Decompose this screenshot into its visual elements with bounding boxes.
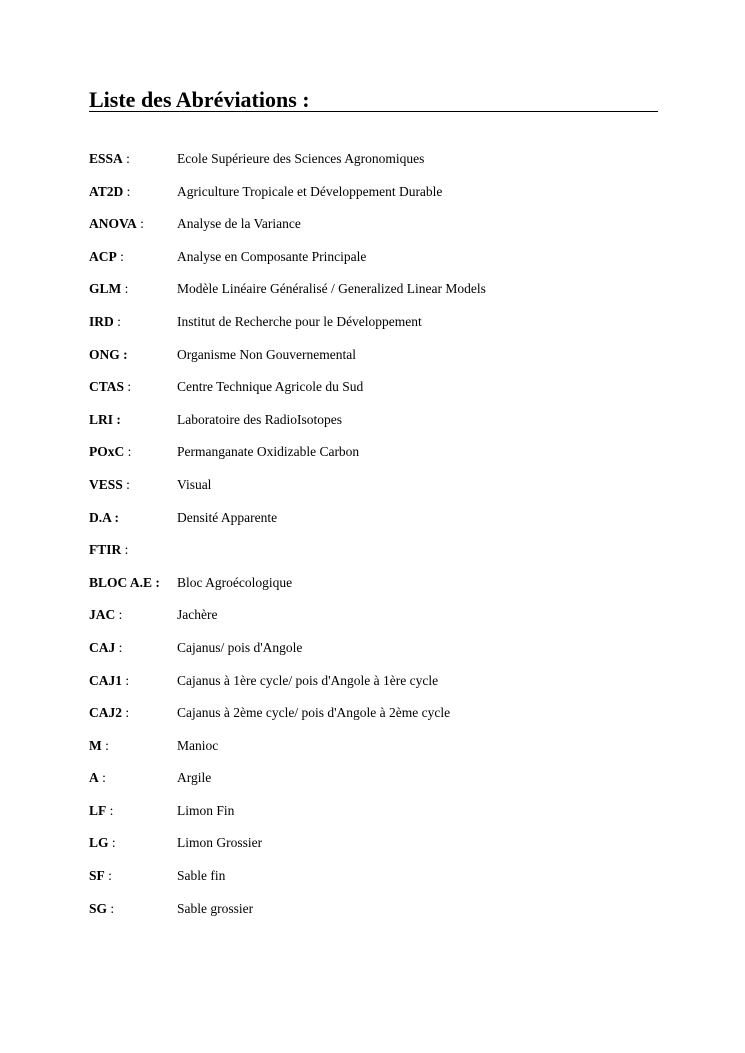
abbreviation-definition: Institut de Recherche pour le Développement: [177, 313, 422, 329]
term-separator: :: [115, 607, 123, 623]
abbreviation-term-cell: [89, 378, 131, 396]
abbreviation-entry: [0, 346, 745, 379]
abbreviation-term-cell: [89, 248, 124, 266]
abbreviation-term-cell: [89, 313, 121, 331]
abbreviation-term: LF: [89, 802, 107, 818]
term-separator: :: [101, 737, 109, 753]
abbreviation-entry: [0, 769, 745, 802]
abbreviation-list: [0, 150, 745, 932]
abbreviation-entry: [0, 215, 745, 248]
abbreviation-term-cell: [89, 672, 129, 690]
abbreviation-term-cell: [89, 639, 122, 657]
abbreviation-definition: Sable grossier: [177, 900, 254, 916]
abbreviation-entry: [0, 183, 745, 216]
abbreviation-entry: [0, 639, 745, 672]
abbreviation-definition: Argile: [177, 770, 212, 786]
abbreviation-entry: [0, 443, 745, 476]
abbreviation-term: BLOC A.E: [89, 574, 153, 590]
abbreviation-term-cell: [89, 183, 130, 201]
term-separator: :: [122, 672, 130, 688]
abbreviation-term-cell: [89, 900, 114, 918]
abbreviation-entry: [0, 867, 745, 900]
abbreviation-definition: Modèle Linéaire Généralisé / Generalized Linear Models: [177, 281, 486, 297]
abbreviation-term: ANOVA: [89, 216, 137, 232]
abbreviation-entry: [0, 411, 745, 444]
abbreviation-term: SG: [89, 900, 108, 916]
term-separator: :: [98, 770, 106, 786]
term-separator: :: [122, 476, 130, 492]
abbreviation-definition: Permanganate Oxidizable Carbon: [177, 444, 360, 460]
abbreviation-term: ONG: [89, 346, 120, 362]
term-separator: :: [113, 313, 121, 329]
abbreviation-term: VESS: [89, 476, 123, 492]
abbreviation-term: AT2D: [89, 183, 124, 199]
title-underline: [89, 111, 658, 112]
abbreviation-entry: [0, 900, 745, 933]
abbreviation-term: ACP: [89, 248, 117, 264]
abbreviation-entry: [0, 606, 745, 639]
term-separator: :: [123, 183, 131, 199]
term-separator: :: [119, 346, 128, 362]
abbreviation-definition: Analyse de la Variance: [177, 216, 301, 232]
abbreviation-term: CAJ2: [89, 705, 122, 721]
abbreviation-term: POxC: [89, 444, 125, 460]
abbreviation-entry: [0, 248, 745, 281]
abbreviation-term: CTAS: [89, 379, 125, 395]
term-separator: :: [115, 639, 123, 655]
abbreviation-entry: [0, 313, 745, 346]
abbreviation-definition: Limon Fin: [177, 802, 235, 818]
abbreviation-term: GLM: [89, 281, 122, 297]
abbreviation-definition: Cajanus à 1ère cycle/ pois d'Angole à 1ère cycle: [177, 672, 439, 688]
abbreviation-term: FTIR: [89, 542, 122, 558]
abbreviation-definition: Jachère: [177, 607, 218, 623]
abbreviation-entry: [0, 476, 745, 509]
abbreviation-term: M: [89, 737, 102, 753]
abbreviation-definition: Densité Apparente: [177, 509, 278, 525]
abbreviation-term-cell: [89, 737, 109, 755]
term-separator: :: [107, 900, 115, 916]
term-separator: :: [104, 868, 112, 884]
abbreviation-definition: Sable fin: [177, 868, 226, 884]
abbreviation-term-cell: [89, 476, 130, 494]
abbreviation-term-cell: [89, 834, 116, 852]
abbreviation-term-cell: [89, 346, 128, 364]
term-separator: :: [136, 216, 144, 232]
abbreviation-entry: [0, 378, 745, 411]
abbreviation-definition: Cajanus à 2ème cycle/ pois d'Angole à 2ème cycle: [177, 705, 451, 721]
term-separator: :: [122, 705, 130, 721]
abbreviation-term-cell: [89, 443, 131, 461]
abbreviation-definition: Cajanus/ pois d'Angole: [177, 639, 303, 655]
abbreviation-entry: [0, 280, 745, 313]
term-separator: :: [152, 574, 160, 590]
abbreviation-term-cell: [89, 411, 121, 429]
term-separator: :: [111, 509, 120, 525]
term-separator: :: [108, 835, 116, 851]
abbreviation-definition: Laboratoire des RadioIsotopes: [177, 411, 342, 427]
abbreviation-definition: Visual: [177, 476, 212, 492]
abbreviation-term: D.A: [89, 509, 112, 525]
term-separator: :: [106, 802, 114, 818]
abbreviation-entry: [0, 802, 745, 835]
term-separator: :: [124, 444, 132, 460]
term-separator: :: [113, 411, 121, 427]
abbreviation-term-cell: [89, 769, 106, 787]
abbreviation-term: CAJ: [89, 639, 116, 655]
abbreviation-term: SF: [89, 868, 105, 884]
abbreviation-term: LG: [89, 835, 109, 851]
abbreviation-entry: [0, 834, 745, 867]
abbreviation-entry: [0, 509, 745, 542]
abbreviation-definition: Organisme Non Gouvernemental: [177, 346, 356, 362]
abbreviation-definition: Manioc: [177, 737, 219, 753]
abbreviation-term: LRI: [89, 411, 114, 427]
abbreviation-term: CAJ1: [89, 672, 122, 688]
abbreviation-term-cell: [89, 802, 113, 820]
abbreviation-term-cell: [89, 606, 122, 624]
term-separator: :: [122, 151, 130, 166]
abbreviation-term: ESSA: [89, 151, 123, 166]
abbreviation-term: JAC: [89, 607, 116, 623]
abbreviation-definition: Ecole Supérieure des Sciences Agronomiques: [177, 151, 425, 166]
abbreviation-definition: Limon Grossier: [177, 835, 263, 851]
abbreviation-entry: [0, 150, 745, 183]
abbreviation-entry: [0, 672, 745, 705]
abbreviation-definition: Analyse en Composante Principale: [177, 248, 367, 264]
abbreviation-term-cell: [89, 280, 128, 298]
abbreviation-term-cell: [89, 704, 129, 722]
term-separator: :: [116, 248, 124, 264]
term-separator: :: [121, 542, 129, 558]
abbreviation-term-cell: [89, 541, 128, 559]
abbreviation-entry: [0, 574, 745, 607]
abbreviation-entry: [0, 541, 745, 574]
abbreviation-term-cell: [89, 215, 144, 233]
abbreviation-term-cell: [89, 867, 112, 885]
abbreviation-definition: Centre Technique Agricole du Sud: [177, 379, 364, 395]
abbreviation-term-cell: [89, 509, 119, 527]
abbreviation-entry: [0, 737, 745, 770]
abbreviation-entry: [0, 704, 745, 737]
abbreviation-term-cell: [89, 150, 130, 168]
term-separator: :: [124, 379, 132, 395]
abbreviation-term-cell: [89, 574, 160, 592]
page-title: Liste des Abréviations :: [89, 87, 310, 112]
abbreviation-definition: Agriculture Tropicale et Développement Durable: [177, 183, 443, 199]
term-separator: :: [121, 281, 129, 297]
abbreviation-term: A: [89, 770, 99, 786]
abbreviation-term: IRD: [89, 313, 114, 329]
abbreviation-definition: Bloc Agroécologique: [177, 574, 293, 590]
